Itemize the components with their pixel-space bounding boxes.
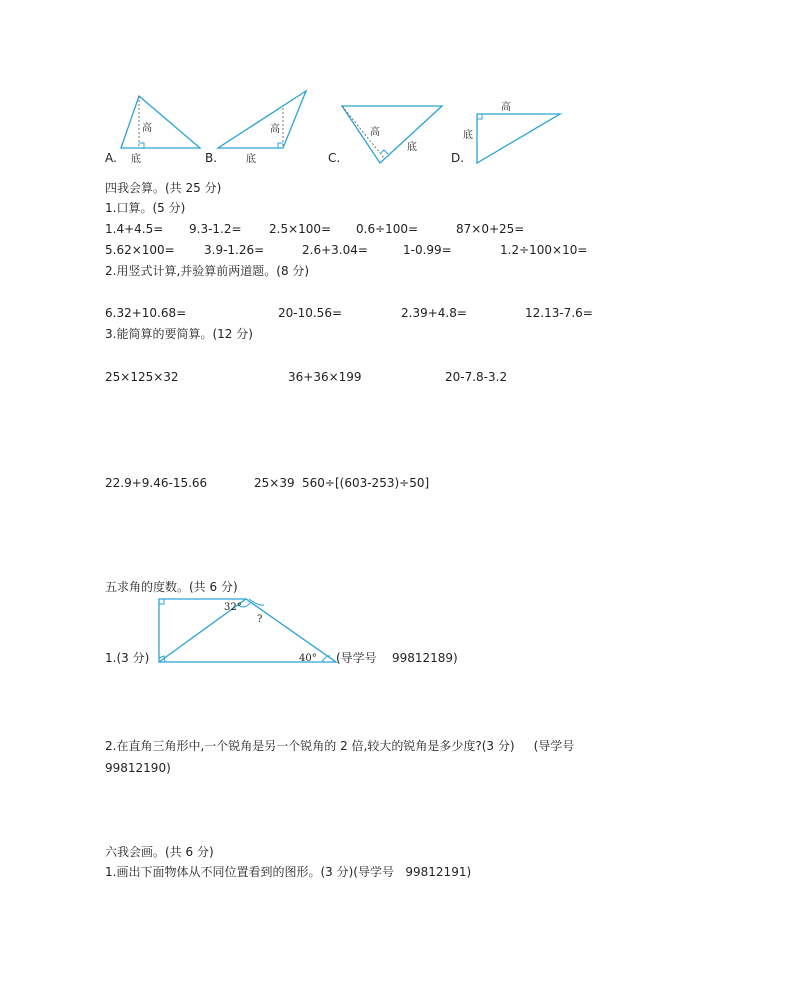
section4-q3-title: 3.能简算的要简算。(12 分) [105, 327, 253, 341]
vertical-calc-item: 12.13-7.6= [525, 306, 593, 320]
section5-q2-line1: 2.在直角三角形中,一个锐角是另一个锐角的 2 倍,较大的锐角是多少度?(3 分) (导学号 [105, 739, 575, 753]
simplify-item: 20-7.8-3.2 [445, 370, 508, 384]
simplify-item: 22.9+9.46-15.66 [105, 476, 208, 490]
option-d-label: D. [451, 151, 465, 165]
tri-d-gao: 高 [501, 102, 511, 113]
oral-calc-item: 1.2÷100×10= [500, 243, 588, 257]
tri-c-gao: 高 [370, 127, 380, 138]
option-b-label: B. [205, 151, 218, 165]
oral-calc-item: 5.62×100= [105, 243, 175, 257]
section5-q1-guide: (导学号 99812189) [336, 651, 458, 665]
option-c-label: C. [328, 151, 341, 165]
oral-calc-item: 3.9-1.26= [204, 243, 265, 257]
section5-title: 五求角的度数。(共 6 分) [105, 580, 238, 594]
tri-a-di: 底 [131, 154, 141, 165]
oral-calc-item: 2.5×100= [269, 222, 332, 236]
section4-q1-title: 1.口算。(5 分) [105, 201, 186, 215]
tri-b-di: 底 [246, 154, 256, 165]
oral-calc-item: 0.6÷100= [356, 222, 419, 236]
option-a-label: A. [105, 151, 117, 165]
section5-q2-line2: 99812190) [105, 761, 171, 775]
tri-d-di: 底 [463, 130, 473, 141]
angle-32-label: 32° [224, 602, 242, 613]
oral-calc-item: 2.6+3.04= [302, 243, 368, 257]
section5-q1-label: 1.(3 分) [105, 651, 150, 665]
simplify-item: 560÷[(603-253)÷50] [302, 476, 430, 490]
triangle-a-figure [0, 0, 794, 200]
tri-c-di: 底 [407, 142, 417, 153]
section4-title: 四我会算。(共 25 分) [105, 181, 222, 195]
vertical-calc-item: 6.32+10.68= [105, 306, 187, 320]
oral-calc-item: 1-0.99= [403, 243, 452, 257]
section6-q1: 1.画出下面物体从不同位置看到的图形。(3 分)(导学号 99812191) [105, 865, 472, 879]
simplify-item: 25×39 [254, 476, 295, 490]
oral-calc-item: 1.4+4.5= [105, 222, 164, 236]
simplify-item: 25×125×32 [105, 370, 179, 384]
angle-40-label: 40° [299, 653, 317, 664]
oral-calc-item: 9.3-1.2= [189, 222, 242, 236]
section6-title: 六我会画。(共 6 分) [105, 845, 214, 859]
oral-calc-item: 87×0+25= [456, 222, 525, 236]
vertical-calc-item: 2.39+4.8= [401, 306, 467, 320]
simplify-item: 36+36×199 [288, 370, 362, 384]
vertical-calc-item: 20-10.56= [278, 306, 343, 320]
tri-a-gao: 高 [142, 123, 152, 134]
tri-b-gao: 高 [270, 124, 280, 135]
angle-unknown-label: ? [257, 614, 263, 625]
section4-q2-title: 2.用竖式计算,并验算前两道题。(8 分) [105, 264, 310, 278]
